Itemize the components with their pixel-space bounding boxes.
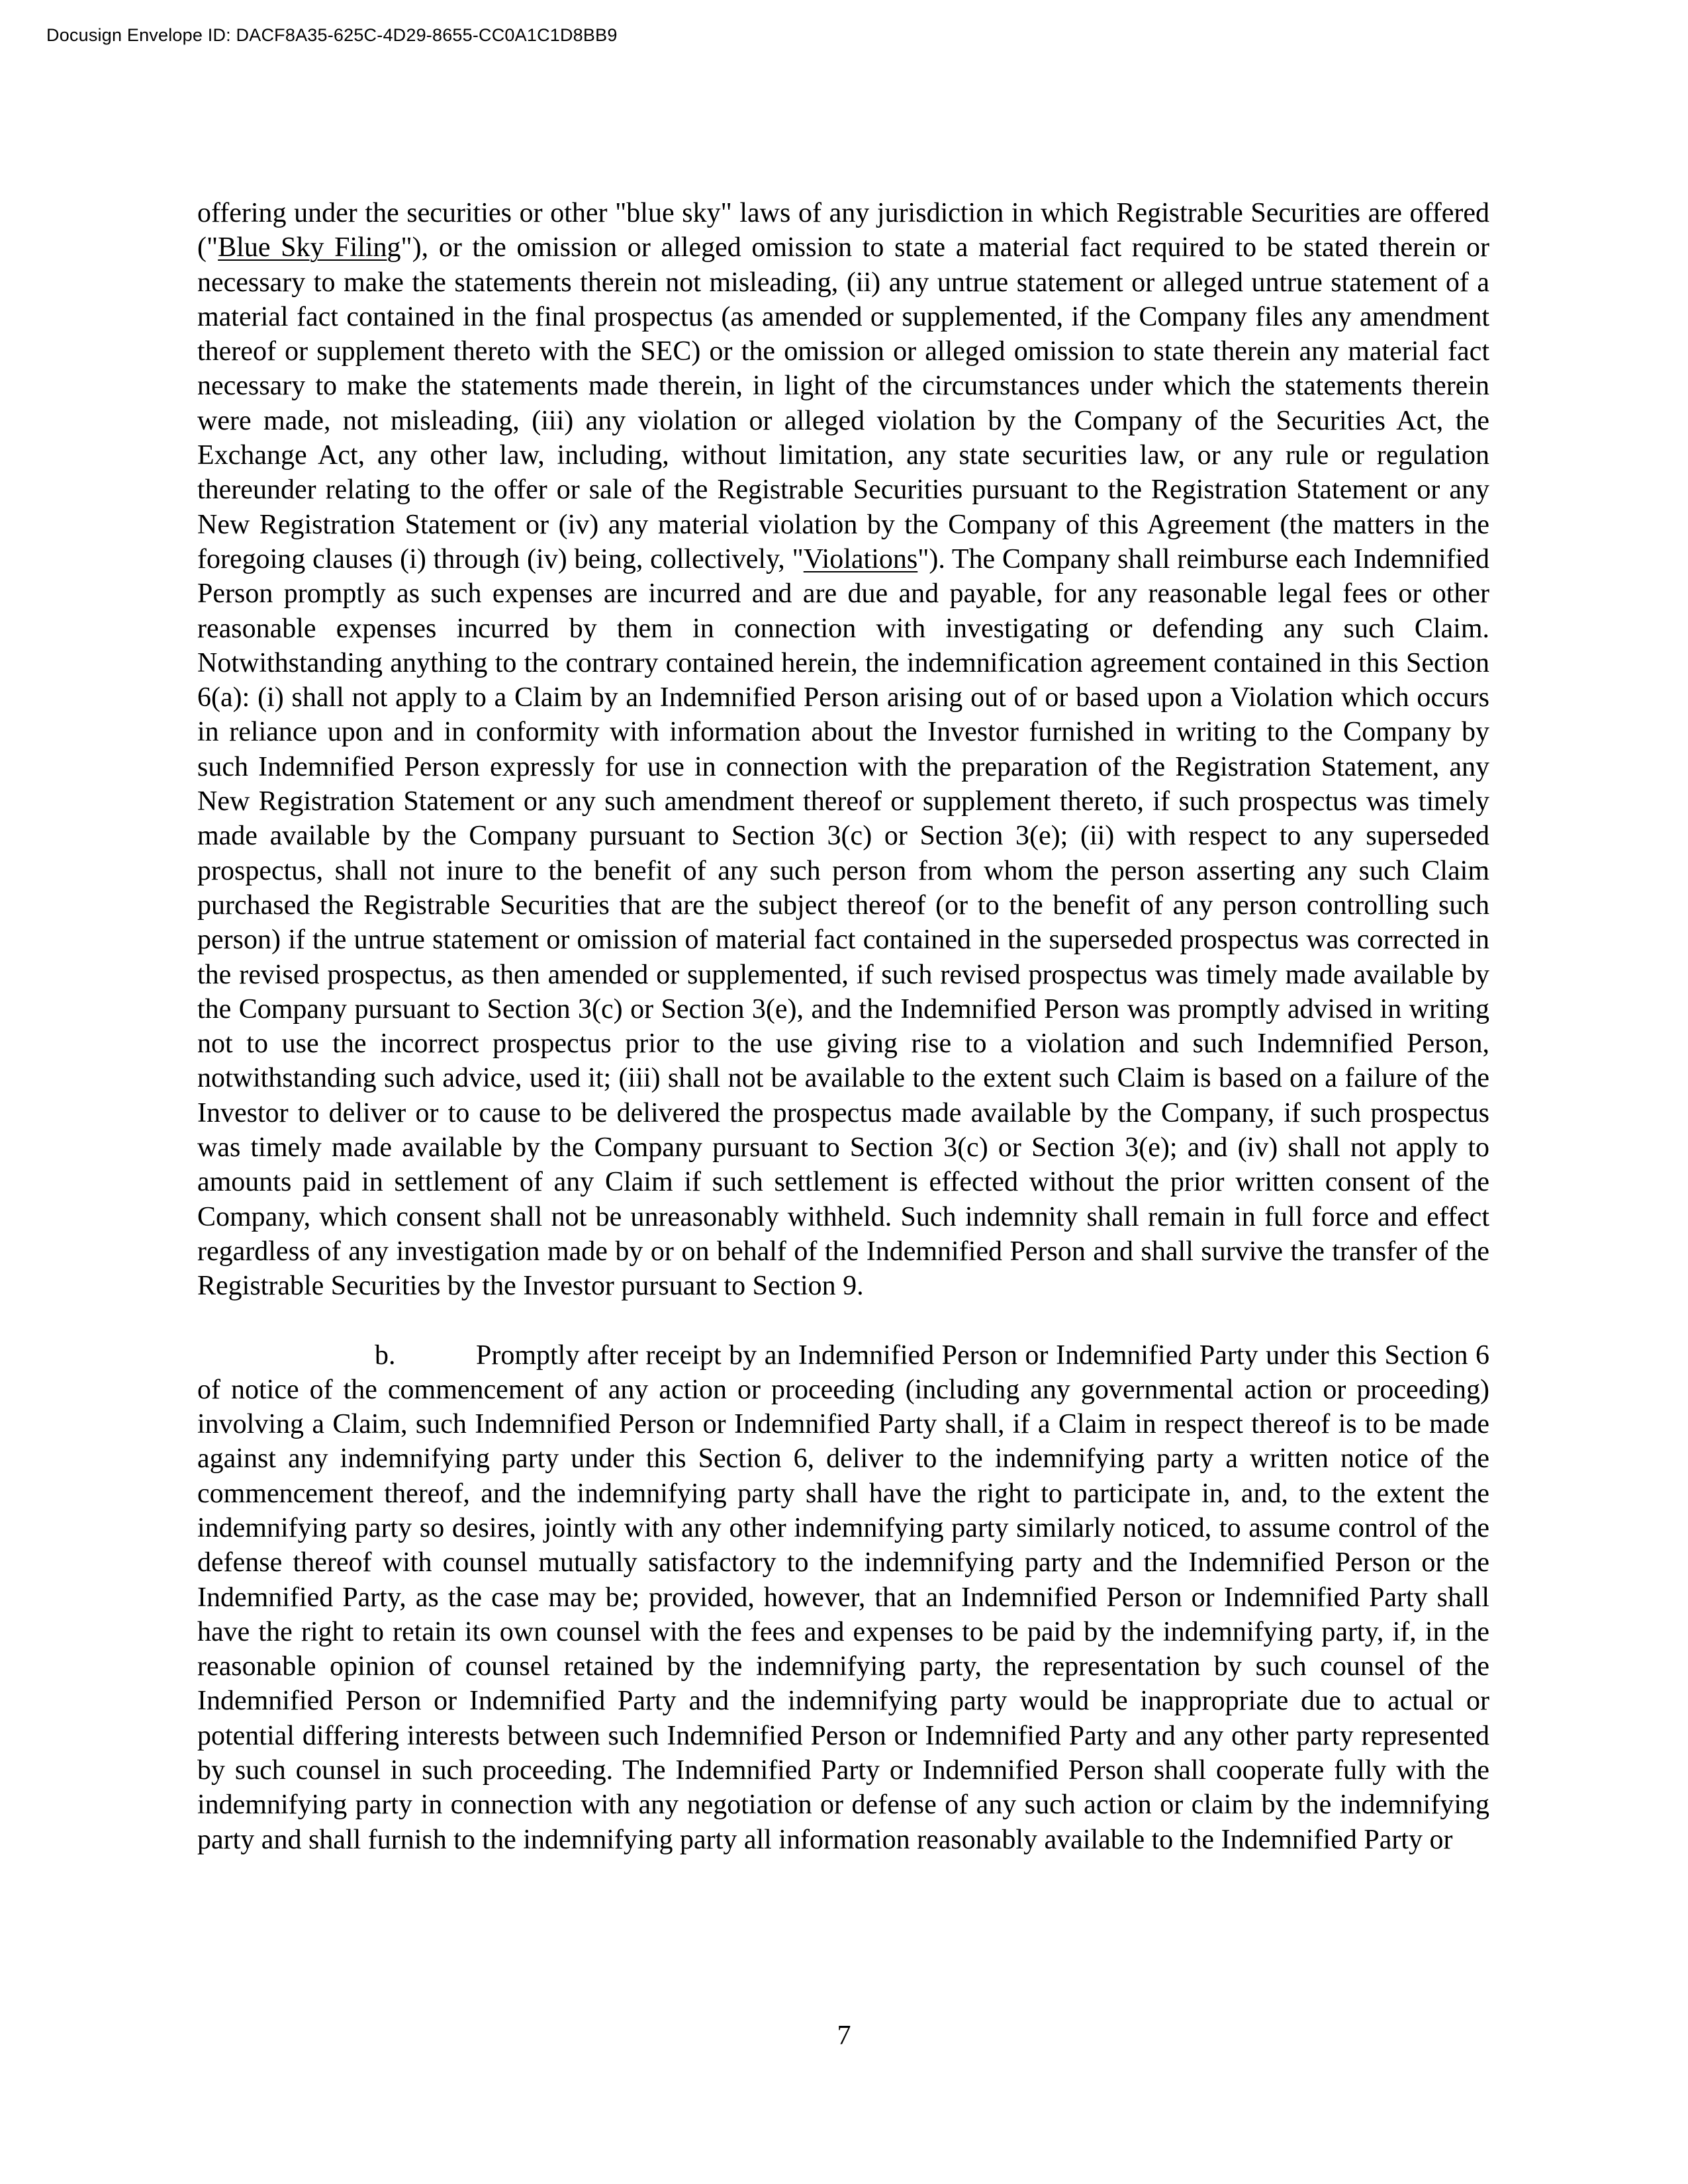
paragraph-b-label: b. — [375, 1340, 396, 1371]
paragraph-a — [197, 196, 1489, 1304]
paragraph-a-part-2: "), or the omission or alleged omission to state a material fact required to be stated therein or necessary to make the statements therein not misleading, (ii) any untrue statement or alleged untrue statement of a material fact contained in the final prospectus (as amended or supplemented, if the Company files any amendment thereof or supplement thereto with the SEC) or the omission or alleged omission to state therein any material fact necessary to make the statements made therein, in light of the circumstances under which the statements therein were made, not misleading, (iii) any violation or alleged violation by the Company of the Securities Act, the Exchange Act, any other law, including, without limitation, any state securities law, or any rule or regulation thereunder relating to the offer or sale of the Registrable Securities pursuant to the Registration Statement or any New Registration Statement or (iv) any material violation by the Company of this Agreement (the matters in the foregoing clauses (i) through (iv) being, collectively, " — [197, 232, 1489, 574]
paragraph-a-part-1: offering under the securities or other "blue sky" laws of any jurisdiction in which Registrable Securities are offered (" — [197, 198, 1489, 263]
page-number: 7 — [837, 2021, 851, 2051]
defined-term-violations: Violations — [803, 543, 918, 574]
defined-term-blue-sky-filing: Blue Sky Filing — [218, 232, 401, 263]
paragraph-b — [197, 1338, 1489, 1857]
docusign-envelope-id: Docusign Envelope ID: DACF8A35-625C-4D29-8655-CC0A1C1D8BB9 — [46, 25, 618, 45]
paragraph-a-part-3: "). The Company shall reimburse each Indemnified Person promptly as such expenses are incurred and are due and payable, for any reasonable legal fees or other reasonable expenses incurred by them in connection with investigating or defending any such Claim. Notwithstanding anything to the contrary contained herein, the indemnification agreement contained in this Section 6(a): (i) shall not apply to a Claim by an Indemnified Person arising out of or based upon a Violation which occurs in reliance upon and in conformity with information about the Investor furnished in writing to the Company by such Indemnified Person expressly for use in connection with the preparation of the Registration Statement, any New Registration Statement or any such amendment thereof or supplement thereto, if such prospectus was timely made available by the Company pursuant to Section 3(c) or Section 3(e); (ii) with respect to any superseded prospectus, shall not inure to the benefit of any such person from whom the person asserting any such Claim purchased the Registrable Securities that are the subject thereof (or to the benefit of any person controlling such person) if the untrue statement or omission of material fact contained in the superseded prospectus was corrected in the revised prospectus, as then amended or supplemented, if such revised prospectus was timely made available by the Company pursuant to Section 3(c) or Section 3(e), and the Indemnified Person was promptly advised in writing not to use the incorrect prospectus prior to the use giving rise to a violation and such Indemnified Person, notwithstanding such advice, used it; (iii) shall not be available to the extent such Claim is based on a failure of the Investor to deliver or to cause to be delivered the prospectus made available by the Company, if such prospectus was timely made available by the Company pursuant to Section 3(c) or Section 3(e); and (iv) shall not apply to amounts paid in settlement of any Claim if such settlement is effected without the prior written consent of the Company, which consent shall not be unreasonably withheld. Such indemnity shall remain in full force and effect regardless of any investigation made by or on behalf of the Indemnified Person and shall survive the transfer of the Registrable Securities by the Investor pursuant to Section 9. — [197, 543, 1489, 1302]
paragraph-b-text: Promptly after receipt by an Indemnified Person or Indemnified Party under this Section 6 of notice of the commencement of any action or proceeding (including any governmental action or proceeding) involving a Claim, such Indemnified Person or Indemnified Party shall, if a Claim in respect thereof is to be made against any indemnifying party under this Section 6, deliver to the indemnifying party a written notice of the commencement thereof, and the indemnifying party shall have the right to participate in, and, to the extent the indemnifying party so desires, jointly with any other indemnifying party similarly noticed, to assume control of the defense thereof with counsel mutually satisfactory to the indemnifying party and the Indemnified Person or the Indemnified Party, as the case may be; provided, however, that an Indemnified Person or Indemnified Party shall have the right to retain its own counsel with the fees and expenses to be paid by the indemnifying party, if, in the reasonable opinion of counsel retained by the indemnifying party, the representation by such counsel of the Indemnified Person or Indemnified Party and the indemnifying party would be inappropriate due to actual or potential differing interests between such Indemnified Person or Indemnified Party and any other party represented by such counsel in such proceeding. The Indemnified Party or Indemnified Person shall cooperate fully with the indemnifying party in connection with any negotiation or defense of any such action or claim by the indemnifying party and shall furnish to the indemnifying party all information reasonably available to the Indemnified Party or — [197, 1340, 1489, 1855]
document-body — [197, 196, 1489, 1857]
